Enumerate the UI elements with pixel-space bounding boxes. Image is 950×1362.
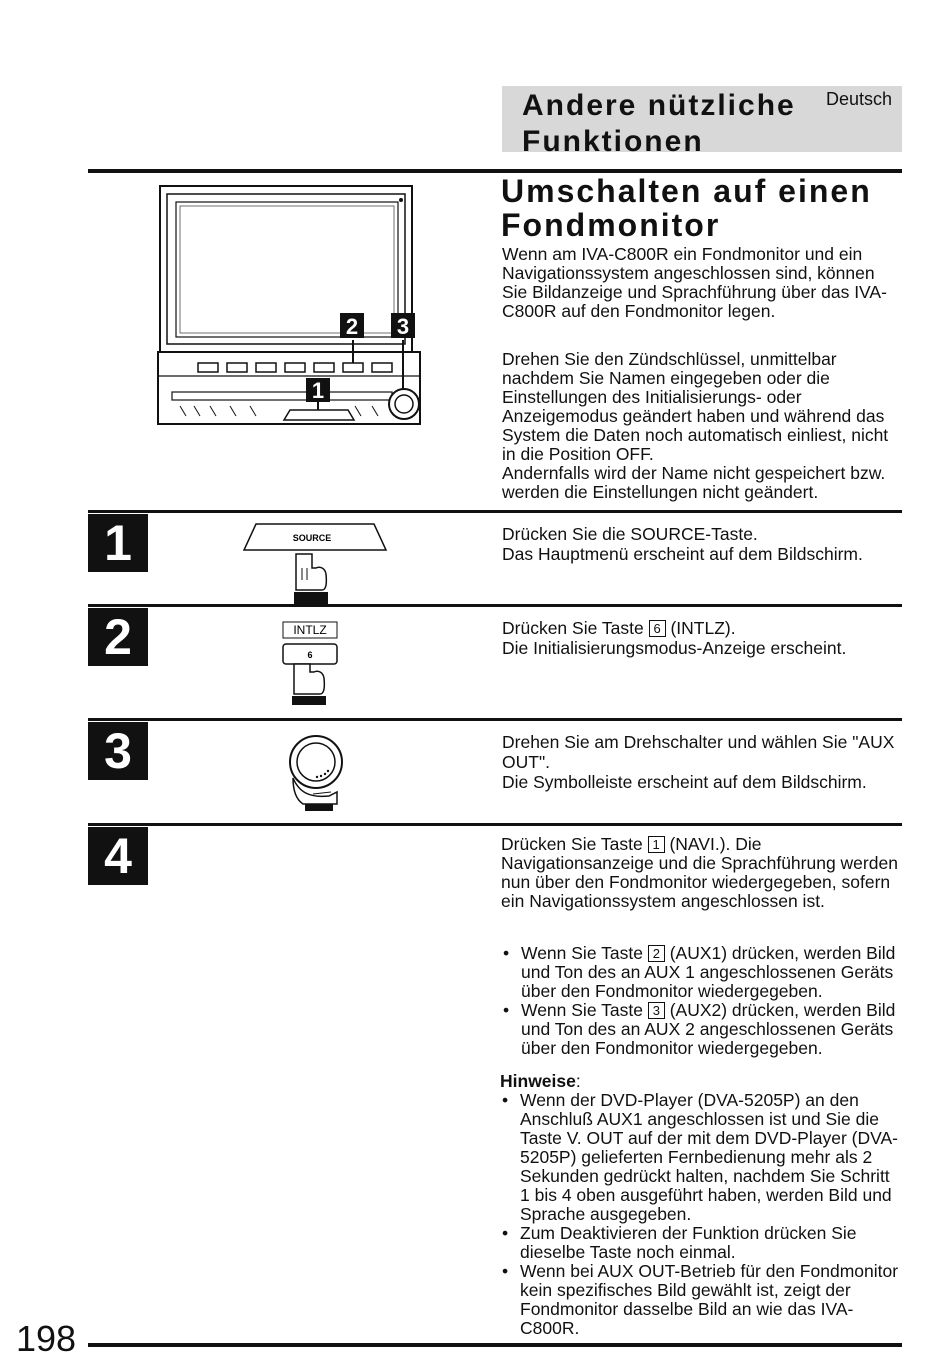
- bullet-aux1-after: (AUX1) drücken, werden Bild und Ton des an AUX 1 angeschlossenen Geräts über den Fondmonitor wiedergegeben.: [521, 943, 896, 1001]
- warning-line-1: Drehen Sie den Zündschlüssel, unmittelbar nachdem Sie Namen eingegeben oder die Einstellungen des Initialisierungs- oder Anzeigemodus geändert haben und während das System die Daten noch automatisch einliest, nicht in die Position OFF.: [502, 349, 889, 464]
- page-section-title: Andere nützliche Funktionen: [522, 89, 796, 158]
- step-3-number: 3: [88, 722, 148, 780]
- head-unit-illustration: [150, 180, 435, 430]
- source-key-label: SOURCE: [292, 533, 332, 543]
- notes-label: Hinweise: [500, 1071, 576, 1091]
- rotary-knob-illustration: [283, 732, 353, 812]
- bullet-aux2-after: (AUX2) drücken, werden Bild und Ton des an AUX 2 angeschlossenen Geräts über den Fondmonitor wiedergegeben.: [521, 1000, 896, 1058]
- callout-3: 3: [396, 314, 410, 339]
- step-1-number: 1: [88, 514, 148, 572]
- step-4-intro-after: (NAVI.). Die Navigationsanzeige und die Sprachführung werden nun über den Fondmonitor wiedergegeben, sofern ein Navigationssystem angeschlossen ist.: [501, 834, 898, 911]
- step-2-number: 2: [88, 608, 148, 666]
- step-4-intro-text: [501, 835, 901, 911]
- step-1-rule: [88, 510, 902, 513]
- step-1-text: [502, 524, 902, 564]
- step-2-rule: [88, 604, 902, 607]
- callout-2: 2: [345, 314, 359, 339]
- step-2-before: Drücken Sie Taste: [502, 618, 644, 638]
- key-6-label: 6: [307, 650, 313, 660]
- intro-text: Wenn am IVA-C800R ein Fondmonitor und ein Navigationssystem angeschlossen sind, können Sie Bildanzeige und Sprachführung über das IVA-C800R auf den Fondmonitor legen.: [502, 244, 887, 321]
- bullet-aux1-before: Wenn Sie Taste: [521, 943, 643, 963]
- warning-paragraph: [502, 350, 902, 502]
- note-item: • Wenn der DVD-Player (DVA-5205P) an den Anschluß AUX1 angeschlossen ist und Sie die Taste V. OUT auf der mit dem DVD-Player (DVA-5205P) gelieferten Fernbedienung mehr als 2 Sekunden gedrückt halten, nachdem Sie Schritt 1 bis 4 oben ausgeführt haben, werden Bild und Sprache ausgegeben.: [500, 1091, 902, 1224]
- intlz-button-illustration: [280, 620, 342, 706]
- notes-block: [500, 1072, 902, 1338]
- key-6-box: 6: [649, 620, 666, 637]
- note-item: • Wenn bei AUX OUT-Betrieb für den Fondmonitor kein spezifisches Bild gewählt ist, zeigt der Fondmonitor dasselbe Bild an wie das IVA-C800R.: [500, 1262, 902, 1338]
- step-4-number: 4: [88, 827, 148, 885]
- key-2-box: 2: [648, 945, 665, 962]
- bullet-aux2-before: Wenn Sie Taste: [521, 1000, 643, 1020]
- step-1-line-2: Das Hauptmenü erscheint auf dem Bildschirm.: [502, 544, 863, 564]
- notes-heading: Hinweise:: [500, 1071, 581, 1091]
- step-2-text: [502, 618, 902, 658]
- key-1-box: 1: [648, 836, 665, 853]
- source-button-illustration: [240, 522, 390, 607]
- callout-1: 1: [311, 378, 325, 403]
- intlz-label: INTLZ: [293, 623, 327, 637]
- bullet-aux1: [501, 944, 901, 1001]
- bullet-aux2: [501, 1001, 901, 1058]
- step-4-intro-before: Drücken Sie Taste: [501, 834, 643, 854]
- step-1-line-1: Drücken Sie die SOURCE-Taste.: [502, 524, 758, 544]
- step-4-bullets: [501, 944, 901, 1058]
- warning-line-2: Andernfalls wird der Name nicht gespeichert bzw. werden die Einstellungen nicht geändert.: [502, 463, 886, 502]
- bottom-rule: [88, 1343, 902, 1347]
- intro-paragraph: [502, 245, 902, 321]
- step-4-intro: [501, 835, 901, 911]
- note-item: • Zum Deaktivieren der Funktion drücken Sie dieselbe Taste noch einmal.: [500, 1224, 902, 1262]
- step-3-text: [502, 732, 902, 792]
- step-2-line-2: Die Initialisierungsmodus-Anzeige erscheint.: [502, 638, 847, 658]
- language-label: Deutsch: [826, 89, 893, 109]
- key-3-box: 3: [648, 1002, 665, 1019]
- step-3-line-1: Drehen Sie am Drehschalter und wählen Sie "AUX OUT".: [502, 732, 895, 772]
- step-3-rule: [88, 718, 902, 721]
- step-2-after: (INTLZ).: [670, 618, 736, 638]
- page-number: 198: [16, 1318, 77, 1359]
- step-4-rule: [88, 823, 902, 826]
- step-2-line-1: [502, 618, 902, 638]
- step-3-line-2: Die Symbolleiste erscheint auf dem Bildschirm.: [502, 772, 867, 792]
- section-subtitle: Umschalten auf einen Fondmonitor: [501, 173, 872, 243]
